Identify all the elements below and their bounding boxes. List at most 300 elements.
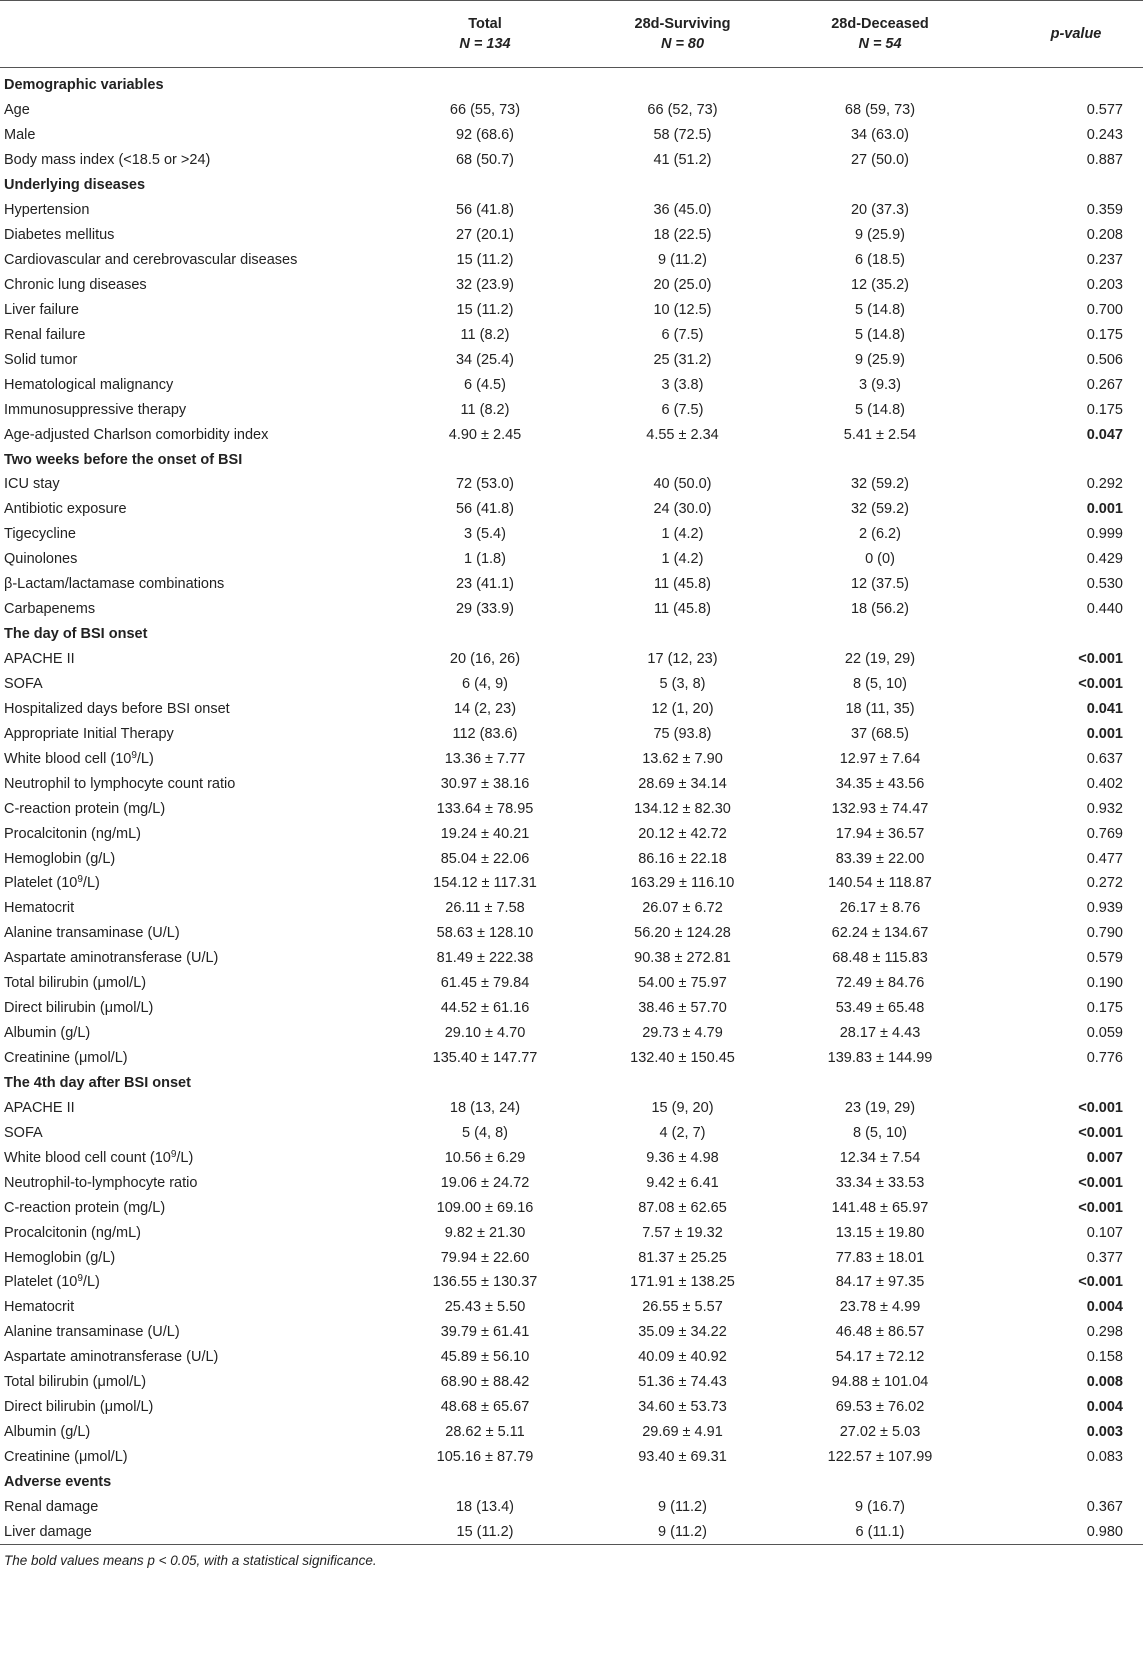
cell-pvalue: 0.790 — [1086, 925, 1123, 942]
cell-deceased: 8 (5, 10) — [853, 1124, 907, 1141]
cell-surviving: 7.57 ± 19.32 — [642, 1224, 723, 1241]
cell-pvalue: 0.429 — [1086, 551, 1123, 568]
header-deceased-title: 28d-Deceased — [831, 16, 929, 32]
cell-deceased: 23.78 ± 4.99 — [839, 1299, 921, 1316]
table-row — [0, 1145, 1143, 1170]
table-row — [0, 1420, 1143, 1445]
row-label-text: Procalcitonin (ng/mL) — [4, 825, 141, 842]
table-row — [0, 771, 1143, 796]
row-label-text: Hemoglobin (g/L) — [4, 1249, 116, 1266]
table-row — [0, 297, 1143, 322]
row-label-text: Alanine transaminase (U/L) — [4, 1324, 180, 1341]
cell-total: 20 (16, 26) — [449, 651, 521, 668]
cell-surviving: 13.62 ± 7.90 — [642, 750, 723, 767]
cell-deceased: 132.93 ± 74.47 — [831, 800, 929, 817]
table-row — [0, 497, 1143, 522]
cell-surviving: 9.42 ± 6.41 — [646, 1174, 719, 1191]
row-label — [0, 946, 385, 971]
table-row — [0, 98, 1143, 123]
cell-pvalue: 0.243 — [1086, 127, 1123, 144]
row-label — [0, 547, 385, 572]
cell-pvalue: <0.001 — [1078, 1199, 1123, 1216]
row-label — [0, 871, 385, 896]
row-label-text: Direct bilirubin (μmol/L) — [4, 1399, 154, 1416]
cell-surviving: 9 (11.2) — [658, 1498, 707, 1515]
cell-pvalue: 0.272 — [1086, 875, 1123, 892]
header-surviving — [585, 1, 780, 68]
cell-surviving: 6 (7.5) — [661, 326, 704, 343]
cell-pvalue: 0.208 — [1086, 227, 1123, 244]
row-label — [0, 1270, 385, 1295]
cell-total: 58.63 ± 128.10 — [436, 925, 534, 942]
row-label-text: Carbapenems — [4, 601, 96, 618]
cell-total: 15 (11.2) — [385, 1519, 585, 1544]
cell-deceased: 32 (59.2) — [850, 476, 910, 493]
cell-pvalue: <0.001 — [1078, 1124, 1123, 1141]
section-row — [0, 1071, 1143, 1096]
cell-total: 92 (68.6) — [455, 127, 515, 144]
cell-surviving: 9.36 ± 4.98 — [646, 1149, 719, 1166]
cell-total: 14 (2, 23) — [453, 700, 517, 717]
cell-deceased: 18 (11, 35) — [845, 700, 915, 717]
table-row — [0, 123, 1143, 148]
cell-surviving: 90.38 ± 272.81 — [634, 950, 731, 967]
cell-total: 13.36 ± 7.77 — [444, 750, 526, 767]
cell-total: 29.10 ± 4.70 — [444, 1025, 526, 1042]
cell-deceased: 12.34 ± 7.54 — [839, 1149, 921, 1166]
header-surviving-title: 28d-Surviving — [634, 16, 731, 32]
header-surviving-n: N = 80 — [660, 36, 705, 52]
row-label — [0, 1021, 385, 1046]
row-label-suffix: /L) — [176, 1149, 194, 1166]
table-row — [0, 647, 1143, 672]
row-label — [0, 1519, 385, 1544]
section-row — [0, 622, 1143, 647]
table-row — [0, 273, 1143, 298]
row-label — [0, 846, 385, 871]
row-label — [0, 896, 385, 921]
cell-pvalue: 0.577 — [1086, 102, 1123, 119]
row-label — [0, 971, 385, 996]
row-label — [0, 1145, 385, 1170]
row-label-text: Immunosuppressive therapy — [4, 401, 187, 418]
row-label — [0, 771, 385, 796]
header-total-n: N = 134 — [459, 36, 511, 52]
cell-total: 39.79 ± 61.41 — [440, 1324, 530, 1341]
table-row — [0, 1519, 1143, 1544]
cell-pvalue: 0.203 — [1086, 276, 1123, 293]
table-row — [0, 696, 1143, 721]
table-row — [0, 572, 1143, 597]
table-row — [0, 921, 1143, 946]
cell-total: 48.68 ± 65.67 — [440, 1399, 530, 1416]
cell-pvalue: 0.047 — [1086, 426, 1123, 443]
cell-pvalue: 0.506 — [1086, 351, 1123, 368]
cell-deceased: 68.48 ± 115.83 — [832, 950, 928, 967]
row-label-text: Liver damage — [4, 1523, 92, 1540]
row-label-text: SOFA — [4, 675, 43, 692]
row-label-text: Diabetes mellitus — [4, 227, 115, 244]
cell-deceased: 5 (14.8) — [855, 301, 905, 318]
cell-deceased: 2 (6.2) — [859, 526, 901, 543]
cell-total: 112 (83.6) — [452, 725, 518, 742]
cell-total: 32 (23.9) — [455, 276, 515, 293]
cell-total: 79.94 ± 22.60 — [440, 1249, 530, 1266]
cell-surviving: 11 (45.8) — [654, 576, 711, 593]
row-label-text: Aspartate aminotransferase (U/L) — [4, 950, 219, 967]
row-label — [0, 921, 385, 946]
row-label — [0, 422, 385, 447]
row-label — [0, 148, 385, 173]
cell-surviving: 41 (51.2) — [653, 152, 712, 169]
cell-surviving: 54.00 ± 75.97 — [638, 975, 727, 992]
row-label-text: Hematocrit — [4, 900, 75, 917]
cell-surviving: 58 (72.5) — [653, 127, 712, 144]
cell-deceased: 13.15 ± 19.80 — [835, 1224, 925, 1241]
section-title: Adverse events — [4, 1473, 112, 1490]
row-label — [0, 322, 385, 347]
cell-pvalue: <0.001 — [1078, 1099, 1123, 1116]
table-row — [0, 1270, 1143, 1295]
cell-deceased: 12.97 ± 7.64 — [839, 750, 921, 767]
cell-deceased: 26.17 ± 8.76 — [839, 900, 921, 917]
section-title: The day of BSI onset — [4, 626, 148, 643]
cell-pvalue: 0.367 — [1086, 1498, 1123, 1515]
row-label-suffix: /L) — [82, 875, 100, 892]
cell-surviving: 93.40 ± 69.31 — [638, 1449, 727, 1466]
cell-deceased: 5 (14.8) — [855, 326, 905, 343]
cell-total: 25.43 ± 5.50 — [444, 1299, 526, 1316]
table-row — [0, 971, 1143, 996]
cell-deceased: 0 (0) — [865, 551, 895, 568]
section-row — [0, 1470, 1143, 1495]
cell-pvalue: 0.402 — [1086, 775, 1123, 792]
table-row — [0, 1494, 1143, 1519]
cell-pvalue: 0.007 — [1086, 1149, 1123, 1166]
cell-deceased: 140.54 ± 118.87 — [828, 875, 932, 892]
cell-pvalue: 0.175 — [1086, 401, 1123, 418]
cell-pvalue: 0.003 — [1086, 1424, 1123, 1441]
cell-surviving: 17 (12, 23) — [647, 651, 718, 668]
section-title: Underlying diseases — [4, 177, 146, 194]
row-label — [0, 223, 385, 248]
cell-pvalue: 0.237 — [1086, 252, 1123, 269]
table-row — [0, 1295, 1143, 1320]
cell-deceased: 27 (50.0) — [850, 152, 910, 169]
cell-deceased: 8 (5, 10) — [853, 675, 907, 692]
header-row — [0, 1, 1143, 68]
header-pvalue: p-value — [980, 1, 1143, 68]
cell-total: 56 (41.8) — [455, 501, 515, 518]
row-label-text: Chronic lung diseases — [4, 276, 147, 293]
row-label — [0, 1494, 385, 1519]
row-label-text: Hematocrit — [4, 1299, 75, 1316]
row-label — [0, 996, 385, 1021]
cell-pvalue: 0.999 — [1086, 526, 1123, 543]
row-label-text: Aspartate aminotransferase (U/L) — [4, 1349, 219, 1366]
table-row — [0, 547, 1143, 572]
cell-surviving: 28.69 ± 34.14 — [638, 775, 727, 792]
cell-pvalue: 0.579 — [1086, 950, 1123, 967]
row-label-text: Liver failure — [4, 301, 79, 318]
cell-pvalue: 0.008 — [1086, 1374, 1123, 1391]
cell-surviving: 163.29 ± 116.10 — [630, 875, 735, 892]
table-row — [0, 1170, 1143, 1195]
cell-deceased: 32 (59.2) — [850, 501, 910, 518]
row-label — [0, 1046, 385, 1071]
cell-pvalue: 0.769 — [1086, 825, 1123, 842]
cell-pvalue: 0.041 — [1086, 700, 1123, 717]
row-label-text: Alanine transaminase (U/L) — [4, 925, 180, 942]
row-label — [0, 397, 385, 422]
cell-total: 66 (55, 73) — [449, 102, 521, 119]
table-row — [0, 796, 1143, 821]
cell-total: 154.12 ± 117.31 — [433, 875, 537, 892]
cell-total: 9.82 ± 21.30 — [444, 1224, 526, 1241]
cell-total: 136.55 ± 130.37 — [432, 1274, 538, 1291]
cell-total: 29 (33.9) — [455, 601, 515, 618]
cell-total: 44.52 ± 61.16 — [440, 1000, 530, 1017]
cell-deceased: 62.24 ± 134.67 — [831, 925, 929, 942]
cell-pvalue: <0.001 — [1078, 675, 1123, 692]
cell-total: 11 (8.2) — [460, 401, 510, 418]
row-label — [0, 497, 385, 522]
row-label — [0, 1345, 385, 1370]
row-label-text: Appropriate Initial Therapy — [4, 725, 174, 742]
row-label — [0, 347, 385, 372]
row-label-text: Age — [4, 102, 30, 119]
row-label-text: Neutrophil-to-lymphocyte ratio — [4, 1174, 198, 1191]
cell-deceased: 72.49 ± 84.76 — [835, 975, 925, 992]
cell-deceased: 22 (19, 29) — [844, 651, 916, 668]
row-label-text: C-reaction protein (mg/L) — [4, 800, 166, 817]
row-label — [0, 1295, 385, 1320]
row-label-text: Procalcitonin (ng/mL) — [4, 1224, 141, 1241]
cell-deceased: 69.53 ± 76.02 — [835, 1399, 925, 1416]
table-row — [0, 1120, 1143, 1145]
cell-total: 18 (13, 24) — [449, 1099, 521, 1116]
table-row — [0, 1320, 1143, 1345]
cell-pvalue: 0.477 — [1086, 850, 1123, 867]
row-label-text: Age-adjusted Charlson comorbidity index — [4, 426, 269, 443]
row-label-text: APACHE II — [4, 1099, 75, 1116]
row-label — [0, 1220, 385, 1245]
row-label — [0, 1395, 385, 1420]
cell-pvalue: 0.190 — [1086, 975, 1123, 992]
cell-pvalue: 0.175 — [1086, 1000, 1123, 1017]
row-label — [0, 572, 385, 597]
row-label — [0, 1170, 385, 1195]
cell-total: 81.49 ± 222.38 — [436, 950, 534, 967]
cell-surviving: 134.12 ± 82.30 — [634, 800, 731, 817]
cell-surviving: 87.08 ± 62.65 — [638, 1199, 727, 1216]
row-label-text: Platelet (10 — [4, 1274, 78, 1291]
row-label — [0, 123, 385, 148]
cell-deceased: 23 (19, 29) — [844, 1099, 916, 1116]
cell-deceased: 9 (25.9) — [855, 351, 905, 368]
cell-deceased: 27.02 ± 5.03 — [839, 1424, 921, 1441]
cell-total: 56 (41.8) — [455, 202, 515, 219]
cell-surviving: 11 (45.8) — [654, 601, 711, 618]
row-label — [0, 821, 385, 846]
cell-pvalue: 0.298 — [1086, 1324, 1123, 1341]
cell-surviving: 20.12 ± 42.72 — [638, 825, 727, 842]
cell-pvalue: 0.059 — [1086, 1025, 1123, 1042]
cell-total: 11 (8.2) — [460, 326, 510, 343]
row-label — [0, 297, 385, 322]
cell-surviving: 29.73 ± 4.79 — [642, 1025, 723, 1042]
cell-deceased: 46.48 ± 86.57 — [835, 1324, 925, 1341]
row-label-text: Solid tumor — [4, 351, 78, 368]
row-label-text: White blood cell (10 — [4, 750, 132, 767]
cell-surviving: 4.55 ± 2.34 — [646, 426, 719, 443]
cell-total: 4.90 ± 2.45 — [448, 426, 522, 443]
cell-surviving: 12 (1, 20) — [651, 700, 714, 717]
cell-pvalue: 0.292 — [1086, 476, 1123, 493]
row-label-sup: 9 — [170, 1148, 177, 1160]
table-row — [0, 1345, 1143, 1370]
cell-surviving: 20 (25.0) — [653, 276, 712, 293]
table-row — [0, 1370, 1143, 1395]
cell-deceased: 6 (18.5) — [855, 252, 905, 269]
cell-deceased: 5 (14.8) — [855, 401, 905, 418]
cell-pvalue: 0.939 — [1086, 900, 1123, 917]
cell-total: 1 (1.8) — [464, 551, 506, 568]
cell-deceased: 12 (37.5) — [850, 576, 910, 593]
cell-surviving: 81.37 ± 25.25 — [638, 1249, 727, 1266]
section-title: Demographic variables — [4, 77, 164, 94]
row-label — [0, 1095, 385, 1120]
header-deceased-n: N = 54 — [858, 36, 902, 52]
row-label — [0, 1120, 385, 1145]
table-row — [0, 1220, 1143, 1245]
row-label-text: Body mass index (<18.5 or >24) — [4, 152, 211, 169]
table-row — [0, 347, 1143, 372]
row-label-text: Cardiovascular and cerebrovascular diseases — [4, 252, 298, 269]
row-label — [0, 248, 385, 273]
cell-surviving: 6 (7.5) — [661, 401, 704, 418]
row-label-text: Hospitalized days before BSI onset — [4, 700, 230, 717]
row-label-text: Renal failure — [4, 326, 86, 343]
cell-surviving: 1 (4.2) — [661, 526, 704, 543]
cell-deceased: 34 (63.0) — [850, 127, 910, 144]
cell-deceased: 54.17 ± 72.12 — [835, 1349, 925, 1366]
cell-surviving: 35.09 ± 34.22 — [638, 1324, 727, 1341]
cell-pvalue: 0.887 — [1086, 152, 1123, 169]
cell-total: 61.45 ± 79.84 — [440, 975, 530, 992]
row-label — [0, 1445, 385, 1470]
cell-total: 15 (11.2) — [456, 252, 514, 269]
row-label — [0, 696, 385, 721]
table-row — [0, 1095, 1143, 1120]
header-blank — [0, 1, 385, 68]
cell-surviving: 38.46 ± 57.70 — [638, 1000, 727, 1017]
table-row — [0, 1395, 1143, 1420]
cell-total: 26.11 ± 7.58 — [445, 900, 525, 917]
cell-deceased: 141.48 ± 65.97 — [831, 1199, 929, 1216]
table-row — [0, 322, 1143, 347]
table-row — [0, 472, 1143, 497]
table-row — [0, 1245, 1143, 1270]
cell-deceased: 37 (68.5) — [850, 725, 910, 742]
cell-surviving: 66 (52, 73) — [647, 102, 718, 119]
table-row — [0, 372, 1143, 397]
cell-total: 68.90 ± 88.42 — [440, 1374, 530, 1391]
cell-surviving: 24 (30.0) — [653, 501, 712, 518]
cell-deceased: 28.17 ± 4.43 — [839, 1025, 921, 1042]
row-label-text: SOFA — [4, 1124, 43, 1141]
table-row — [0, 1021, 1143, 1046]
cell-deceased: 94.88 ± 101.04 — [831, 1374, 929, 1391]
row-label-sup: 9 — [131, 749, 137, 761]
row-label-text: Neutrophil to lymphocyte count ratio — [4, 775, 236, 792]
row-label — [0, 721, 385, 746]
cell-pvalue: 0.001 — [1086, 725, 1123, 742]
table-row — [0, 148, 1143, 173]
row-label-suffix: /L) — [136, 750, 154, 767]
cell-deceased: 9 (16.7) — [855, 1498, 905, 1515]
table-row — [0, 821, 1143, 846]
cell-surviving: 25 (31.2) — [653, 351, 712, 368]
cell-surviving: 4 (2, 7) — [659, 1124, 706, 1141]
header-total-title: Total — [468, 16, 502, 32]
cell-deceased: 83.39 ± 22.00 — [835, 850, 925, 867]
cell-total: 19.24 ± 40.21 — [440, 825, 530, 842]
cell-pvalue: 0.980 — [980, 1519, 1143, 1544]
cell-surviving: 51.36 ± 74.43 — [638, 1374, 727, 1391]
cell-surviving: 40 (50.0) — [653, 476, 712, 493]
row-label-text: ICU stay — [4, 476, 60, 493]
cell-deceased: 17.94 ± 36.57 — [835, 825, 925, 842]
row-label — [0, 1195, 385, 1220]
table-row — [0, 597, 1143, 622]
cell-pvalue: <0.001 — [1078, 1174, 1123, 1191]
cell-deceased: 122.57 ± 107.99 — [827, 1449, 933, 1466]
cell-surviving: 36 (45.0) — [653, 202, 712, 219]
cell-pvalue: <0.001 — [1078, 1274, 1123, 1291]
row-label — [0, 746, 385, 771]
table-row — [0, 223, 1143, 248]
row-label-text: Platelet (10 — [4, 875, 78, 892]
section-row — [0, 73, 1143, 98]
row-label — [0, 198, 385, 223]
cell-total: 109.00 ± 69.16 — [436, 1199, 534, 1216]
cell-total: 133.64 ± 78.95 — [436, 800, 534, 817]
cell-total: 6 (4.5) — [464, 376, 506, 393]
row-label-text: Hypertension — [4, 202, 90, 219]
cell-deceased: 5.41 ± 2.54 — [843, 426, 917, 443]
table-row — [0, 397, 1143, 422]
cell-pvalue: 0.932 — [1086, 800, 1123, 817]
cell-surviving: 1 (4.2) — [661, 551, 704, 568]
table-row — [0, 248, 1143, 273]
cell-pvalue: 0.004 — [1086, 1399, 1123, 1416]
row-label-text: β-Lactam/lactamase combinations — [4, 576, 225, 593]
table-row — [0, 996, 1143, 1021]
row-label — [0, 98, 385, 123]
cell-deceased: 53.49 ± 65.48 — [835, 1000, 925, 1017]
cell-surviving: 86.16 ± 22.18 — [638, 850, 727, 867]
cell-surviving: 29.69 ± 4.91 — [642, 1424, 723, 1441]
cell-pvalue: 0.440 — [1086, 601, 1123, 618]
cell-surviving: 56.20 ± 124.28 — [634, 925, 731, 942]
cell-surviving: 9 (11.2) — [585, 1519, 780, 1544]
table-body — [0, 73, 1143, 1545]
row-label-text: Hemoglobin (g/L) — [4, 850, 116, 867]
cell-surviving: 40.09 ± 40.92 — [638, 1349, 727, 1366]
cell-pvalue: 0.700 — [1086, 301, 1123, 318]
section-row — [0, 173, 1143, 198]
